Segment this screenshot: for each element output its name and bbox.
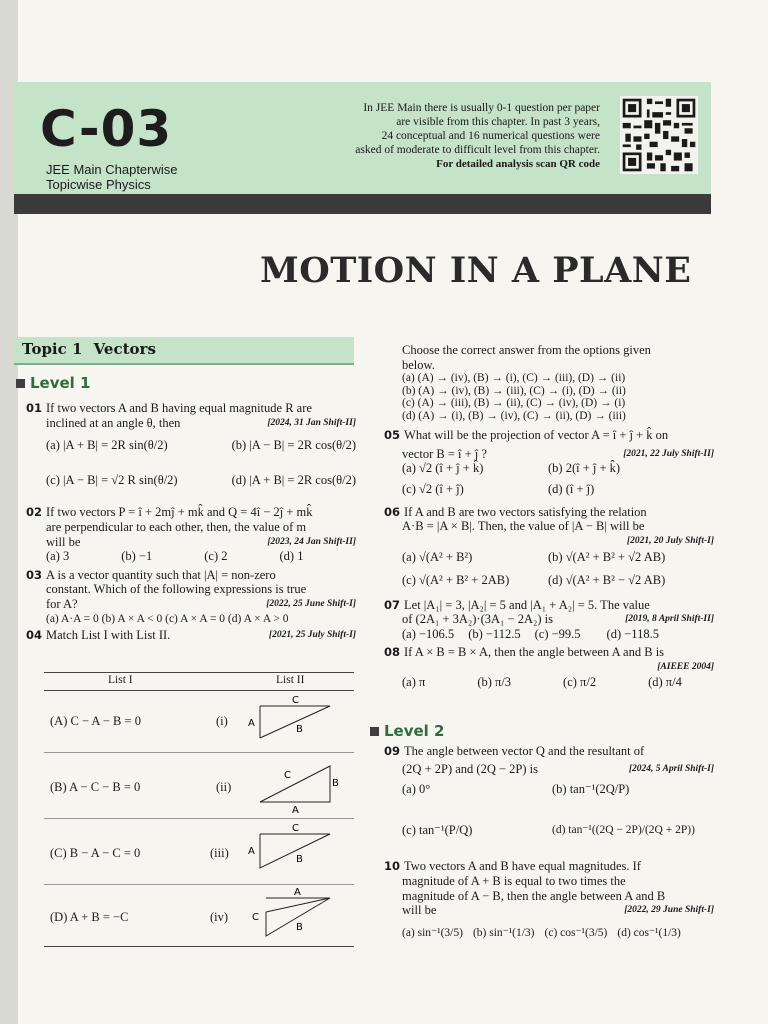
question-source: [2021, 22 July Shift-II] — [623, 448, 714, 459]
blurb-line: In JEE Main there is usually 0-1 question per paper — [363, 102, 600, 114]
label-a: A — [248, 718, 255, 729]
question-text: Two vectors A and B have equal magnitudes. If — [404, 859, 641, 874]
question-text: What will be the projection of vector A = î + ĵ + k̂ on — [404, 428, 669, 443]
label-b: B — [332, 778, 339, 789]
option-c: (c) tan⁻¹(P/Q) — [402, 822, 473, 837]
label-c: C — [292, 823, 299, 834]
vector-triangle-diagram-iv — [244, 886, 344, 944]
option-b: (b) tan⁻¹(2Q/P) — [552, 782, 630, 797]
option-a: (a) √(A² + B²) — [402, 550, 473, 565]
table-rule — [44, 818, 354, 819]
level-label: Level 1 — [30, 374, 91, 392]
question-source: [2021, 20 July Shift-I] — [626, 535, 714, 546]
option-c: (c) π/2 — [563, 674, 597, 689]
question-text: for A? — [46, 596, 78, 611]
list1-item-a: (A) C − A − B = 0 — [50, 714, 141, 728]
option-a: (a) sin⁻¹(3/5) — [402, 926, 463, 939]
label-b: B — [296, 724, 303, 735]
table-rule — [44, 672, 354, 673]
option-c: (c) 2 — [204, 549, 228, 564]
list1-item-b: (B) A − C − B = 0 — [50, 780, 141, 794]
question-04 — [26, 628, 356, 643]
level-2-heading — [370, 722, 444, 740]
label-b: B — [296, 922, 303, 933]
question-number: 04 — [26, 628, 43, 643]
question-source: [AIEEE 2004] — [657, 661, 714, 672]
option-a: (a) √2 (î + ĵ + k̂) — [402, 461, 484, 476]
table-rule — [44, 884, 354, 885]
question-text: If A × B = B × A, then the angle between A and B is — [404, 645, 665, 660]
right-column-level2 — [384, 744, 714, 940]
question-text: magnitude of A − B, then the angle between A and B — [402, 888, 666, 903]
option-c: (c) √(A² + B² + 2AB) — [402, 572, 510, 587]
list2-item-iii: (iii) — [210, 846, 229, 860]
option-c: (c) √2 (î + ĵ) — [402, 481, 464, 496]
chapter-code: C-03 — [40, 100, 173, 158]
qr-code-icon[interactable] — [620, 96, 698, 174]
question-text: constant. Which of the following expressions is true — [46, 582, 307, 597]
option-d: (d) √(A² + B² − √2 AB) — [548, 572, 666, 587]
table-rule — [44, 752, 354, 753]
question-text: Choose the correct answer from the options given — [402, 343, 651, 357]
question-number: 05 — [384, 428, 401, 443]
table-header-list2: List II — [276, 674, 305, 686]
topic-heading — [22, 340, 156, 358]
question-text: will be — [402, 903, 437, 918]
blurb-line: asked of moderate to difficult level from this chapter. — [355, 144, 600, 156]
option-c: (c) −99.5 — [534, 626, 581, 641]
question-number: 09 — [384, 744, 401, 758]
topic-name: Vectors — [93, 340, 156, 358]
question-10 — [384, 859, 714, 940]
option-c: (c) cos⁻¹(3/5) — [544, 926, 608, 939]
question-source: [2022, 29 June Shift-I] — [624, 905, 714, 916]
label-a: A — [292, 805, 299, 814]
label-c: C — [252, 912, 259, 923]
option-a: (a) (A) → (iv), (B) → (i), (C) → (iii), (D) → (ii) — [402, 372, 626, 385]
chapter-subtitle — [46, 162, 178, 192]
question-text: The angle between vector Q and the resultant of — [404, 744, 645, 758]
question-options: (a) A·A = 0 (b) A × A < 0 (c) A × A = 0 (d) A × A > 0 — [46, 612, 289, 625]
question-02 — [26, 505, 356, 563]
question-text: If two vectors A and B having equal magnitude R are — [46, 401, 312, 415]
option-d: (d) cos⁻¹(1/3) — [617, 926, 681, 939]
topic-label: Topic 1 — [22, 340, 83, 358]
question-number: 02 — [26, 505, 43, 520]
subtitle-line: Topicwise Physics — [46, 177, 151, 192]
question-09 — [384, 744, 714, 837]
option-a: (a) −106.5 — [402, 626, 455, 641]
vector-triangle-diagram-i — [244, 694, 344, 750]
chapter-blurb — [300, 101, 600, 171]
option-c: (c) (A) → (iii), (B) → (ii), (C) → (iv), (D) → (i) — [402, 397, 626, 410]
option-b: (b) (A) → (iv), (B) → (iii), (C) → (i), (D) → (ii) — [402, 384, 626, 397]
question-number: 10 — [384, 859, 401, 874]
blurb-qr-note: For detailed analysis scan QR code — [436, 158, 600, 170]
option-d: (d) |A + B| = 2R cos(θ/2) — [231, 472, 356, 487]
option-b: (b) −1 — [121, 549, 153, 564]
question-text: inclined at an angle θ, then — [46, 415, 181, 430]
question-number: 03 — [26, 567, 43, 582]
option-b: (b) |A − B| = 2R cos(θ/2) — [231, 438, 356, 453]
option-b: (b) 2(î + ĵ + k̂) — [548, 461, 621, 476]
question-06 — [384, 505, 714, 588]
table-header-list1: List I — [108, 674, 133, 686]
question-number: 07 — [384, 597, 401, 612]
list1-item-c: (C) B − A − C = 0 — [50, 846, 141, 860]
question-number: 08 — [384, 645, 401, 660]
table-rule — [44, 690, 354, 691]
option-b: (b) sin⁻¹(1/3) — [472, 926, 535, 939]
level-label: Level 2 — [384, 722, 445, 740]
option-d: (d) −118.5 — [606, 626, 659, 641]
level-1-heading — [16, 374, 90, 392]
question-01 — [26, 401, 356, 487]
option-a: (a) π — [402, 674, 426, 689]
question-number: 06 — [384, 504, 401, 519]
question-text: If A and B are two vectors satisfying the relation — [404, 504, 647, 519]
option-b: (b) −112.5 — [468, 626, 521, 641]
table-rule — [44, 946, 354, 947]
option-a: (a) 0° — [402, 782, 431, 797]
question-text: will be — [46, 534, 81, 549]
question-source: [2021, 25 July Shift-I] — [268, 630, 356, 641]
question-08 — [384, 645, 714, 689]
option-d: (d) 1 — [279, 549, 304, 564]
question-text: vector B = î + ĵ ? — [402, 446, 487, 461]
question-text: (2Q + 2P) and (2Q − 2P) is — [402, 761, 538, 776]
question-text: Match List I with List II. — [46, 628, 171, 643]
vector-triangle-diagram-ii — [244, 758, 344, 814]
label-a: A — [294, 887, 301, 898]
blurb-line: are visible from this chapter. In past 3 years, — [396, 116, 600, 128]
list1-item-d: (D) A + B = −C — [50, 910, 129, 924]
question-text: Let |A₁| = 3, |A₂| = 5 and |A₁ + A₂| = 5. The value — [404, 597, 650, 612]
question-03 — [26, 568, 356, 626]
header-divider-bar — [14, 194, 711, 214]
label-a: A — [248, 846, 255, 857]
left-column — [26, 401, 356, 643]
blurb-line: 24 conceptual and 16 numerical questions were — [381, 130, 600, 142]
option-d: (d) (î + ĵ) — [548, 481, 595, 496]
question-source: [2022, 25 June Shift-I] — [266, 598, 356, 609]
question-text: A is a vector quantity such that |A| = non-zero — [46, 567, 276, 582]
question-07 — [384, 598, 714, 642]
question-source: [2019, 8 April Shift-II] — [625, 614, 714, 625]
question-source: [2024, 5 April Shift-I] — [628, 763, 714, 774]
question-text: of (2A₁ + 3A₂)·(3A₁ − 2A₂) is — [402, 612, 553, 627]
question-text: magnitude of A + B is equal to two times the — [402, 873, 626, 888]
option-a: (a) |A + B| = 2R sin(θ/2) — [46, 438, 168, 453]
option-b: (b) √(A² + B² + √2 AB) — [548, 550, 666, 565]
question-text: If two vectors P = î + 2mĵ + mk̂ and Q = 4î − 2ĵ + mk̂ — [46, 505, 313, 520]
question-source: [2024, 31 Jan Shift-II] — [267, 417, 356, 428]
list2-item-ii: (ii) — [216, 780, 232, 794]
vector-triangle-diagram-iii — [244, 822, 344, 878]
label-c: C — [292, 695, 299, 706]
option-d: (d) π/4 — [648, 674, 682, 689]
right-column — [384, 343, 714, 689]
question-text: below. — [402, 357, 435, 372]
list2-item-i: (i) — [216, 714, 228, 728]
question-05 — [384, 428, 714, 496]
question-number: 01 — [26, 401, 43, 415]
label-c: C — [284, 770, 291, 781]
option-a: (a) 3 — [46, 549, 70, 564]
list2-item-iv: (iv) — [210, 910, 229, 924]
question-source: [2023, 24 Jan Shift-II] — [267, 536, 356, 547]
option-c: (c) |A − B| = √2 R sin(θ/2) — [46, 472, 178, 487]
label-b: B — [296, 854, 303, 865]
square-bullet-icon — [16, 379, 25, 388]
subtitle-line: JEE Main Chapterwise — [46, 162, 178, 177]
square-bullet-icon — [370, 727, 379, 736]
option-d: (d) tan⁻¹((2Q − 2P)/(2Q + 2P)) — [552, 823, 695, 836]
option-d: (d) (A) → (i), (B) → (iv), (C) → (ii), (D) → (iii) — [402, 409, 626, 422]
question-text: A·B = |A × B|. Then, the value of |A − B| will be — [402, 519, 645, 534]
chapter-title: MOTION IN A PLANE — [260, 250, 692, 291]
question-text: are perpendicular to each other, then, the value of m — [46, 519, 307, 534]
option-b: (b) π/3 — [477, 674, 512, 689]
